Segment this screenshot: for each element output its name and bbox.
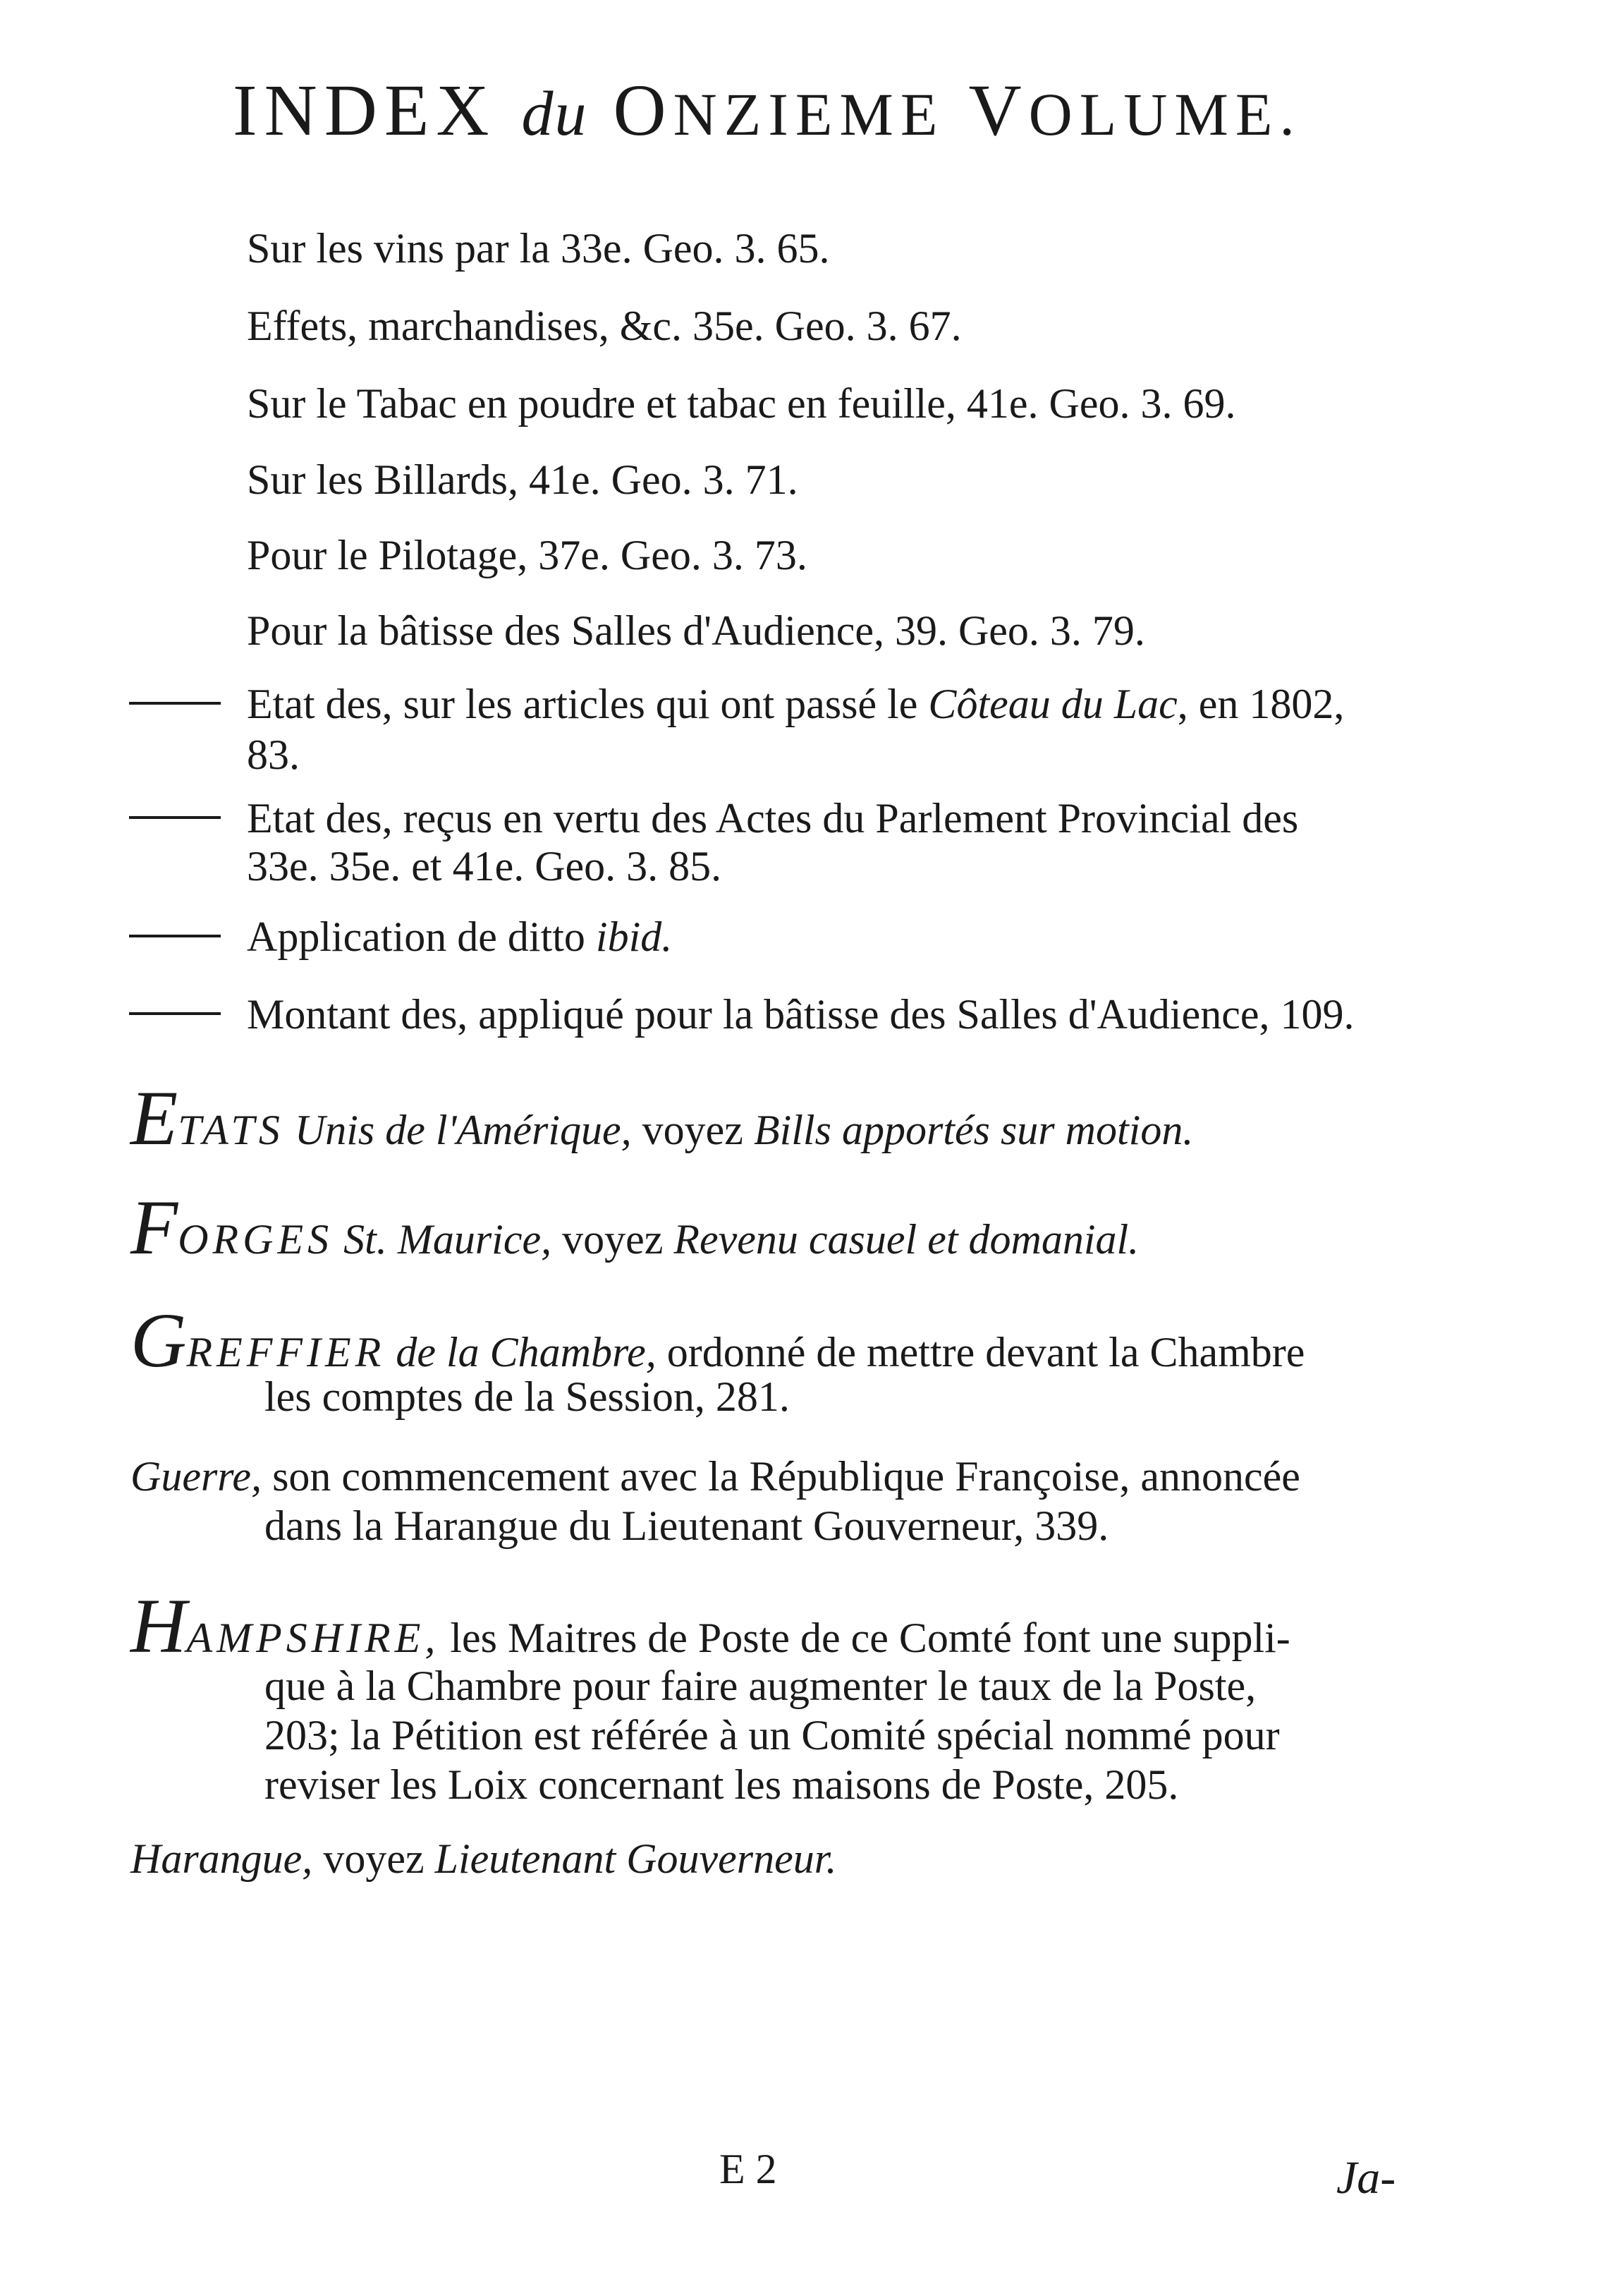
page-title <box>233 70 1431 151</box>
guerre-word: Guerre, <box>130 1453 262 1500</box>
entry-greffier <box>130 1297 1305 1383</box>
entry-billards: Sur les Billards, 41e. Geo. 3. 71. <box>247 456 798 503</box>
title-volume-cap: V <box>968 70 1029 151</box>
harangue-word: Harangue, <box>130 1835 313 1882</box>
entry-etat-recus-cont: 33e. 35e. et 41e. Geo. 3. 85. <box>247 843 722 889</box>
entry-etat-coteau-year: , en 1802, <box>1177 681 1345 727</box>
hampshire-text: les Maitres de Poste de ce Comté font une suppli- <box>439 1615 1290 1661</box>
forges-st: St. Maurice, <box>333 1216 552 1263</box>
entry-etat-recus: Etat des, reçus en vertu des Actes du Parlement Provincial des <box>247 795 1299 842</box>
catchword: Ja- <box>1336 2152 1396 2204</box>
greffier-chambre: de la Chambre, <box>385 1329 657 1375</box>
title-onzieme <box>613 70 945 151</box>
entry-etat-coteau-page: 83. <box>247 731 300 778</box>
entry-hampshire <box>130 1583 1290 1669</box>
etats-unis-text: Unis de l'Amérique, <box>283 1107 632 1153</box>
entry-effets: Effets, marchandises, &c. 35e. Geo. 3. 67. <box>247 303 962 349</box>
dash-rule <box>129 1012 221 1015</box>
etats-ref: Bills apportés sur motion. <box>753 1107 1194 1153</box>
greffier-initial: G <box>130 1297 187 1383</box>
forges-ref: Revenu casuel et domanial. <box>673 1216 1140 1263</box>
entry-etat-coteau-place: Côteau du Lac <box>928 681 1178 727</box>
title-volume-rest: OLUME. <box>1028 80 1302 148</box>
dash-rule <box>129 935 221 937</box>
entry-vins: Sur les vins par la 33e. Geo. 3. 65. <box>247 225 830 272</box>
entry-hampshire-cont: que à la Chambre pour faire augmenter le taux de la Poste, <box>264 1663 1257 1709</box>
dash-rule <box>129 816 221 819</box>
entry-hampshire-cont: reviser les Loix concernant les maisons de Poste, 205. <box>264 1761 1179 1808</box>
entry-guerre-cont: dans la Harangue du Lieutenant Gouverneur, 339. <box>264 1502 1109 1549</box>
hampshire-word: AMPSHIRE, <box>186 1615 440 1661</box>
forges-initial: F <box>130 1184 178 1270</box>
entry-etat-coteau <box>247 683 1344 725</box>
entry-application-ibid: ibid. <box>595 913 673 960</box>
entry-forges <box>130 1184 1140 1270</box>
title-onzieme-rest: NZIEME <box>673 80 945 148</box>
entry-etat-coteau-text: Etat des, sur les articles qui ont passé le <box>247 681 929 727</box>
entry-greffier-cont: les comptes de la Session, 281. <box>264 1373 790 1420</box>
entry-harangue <box>130 1835 837 1882</box>
greffier-word: REFFIER <box>186 1329 386 1375</box>
etats-voyez: voyez <box>631 1107 754 1153</box>
entry-hampshire-cont: 203; la Pétition est référée à un Comité spécial nommé pour <box>264 1712 1280 1759</box>
title-du: du <box>521 79 588 149</box>
hampshire-initial: H <box>130 1583 187 1669</box>
forges-voyez: voyez <box>551 1216 674 1263</box>
entry-application-text: Application de ditto <box>247 913 596 960</box>
guerre-text: son commencement avec la République Françoise, annoncée <box>262 1453 1300 1500</box>
forges-word: ORGES <box>178 1216 334 1263</box>
greffier-text: ordonné de mettre devant la Chambre <box>656 1329 1305 1375</box>
title-onzieme-cap: O <box>613 70 673 151</box>
dash-rule <box>129 702 221 705</box>
entry-pilotage: Pour le Pilotage, 37e. Geo. 3. 73. <box>247 532 807 578</box>
harangue-ref: Lieutenant Gouverneur. <box>434 1835 837 1882</box>
signature-mark: E 2 <box>719 2146 777 2192</box>
entry-application <box>247 913 673 960</box>
entry-guerre <box>130 1455 1300 1498</box>
entry-tabac: Sur le Tabac en poudre et tabac en feuille, 41e. Geo. 3. 69. <box>247 380 1236 427</box>
title-volume <box>968 70 1302 151</box>
title-index: INDEX <box>233 70 496 151</box>
entry-etats-unis <box>130 1075 1194 1161</box>
etats-word: TATS <box>178 1107 284 1153</box>
entry-montant: Montant des, appliqué pour la bâtisse des Salles d'Audience, 109. <box>247 991 1355 1038</box>
etats-initial: E <box>130 1075 178 1161</box>
entry-batisse: Pour la bâtisse des Salles d'Audience, 39. Geo. 3. 79. <box>247 607 1145 654</box>
harangue-voyez: voyez <box>312 1835 435 1882</box>
